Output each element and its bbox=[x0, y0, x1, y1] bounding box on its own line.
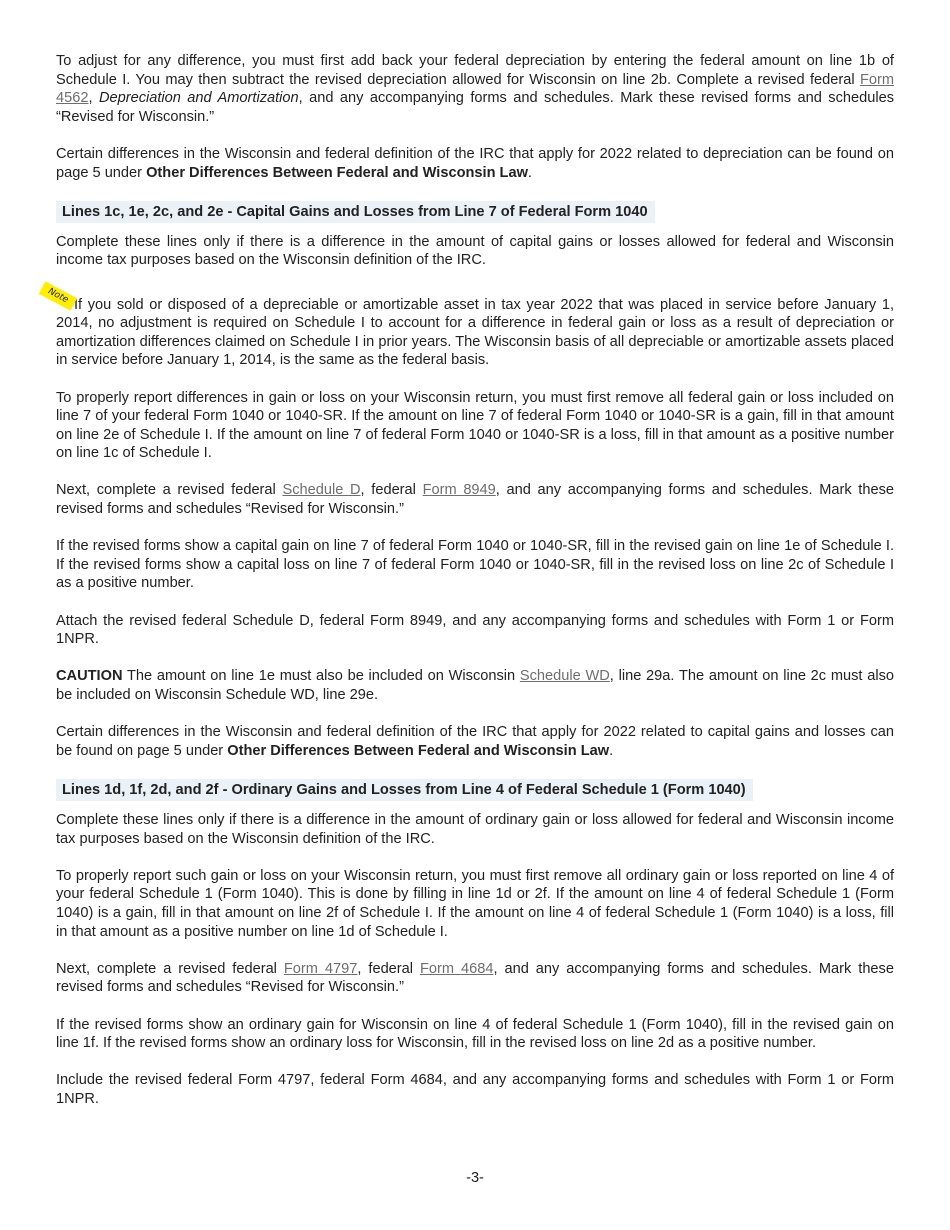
page-content bbox=[46, 52, 894, 1127]
section-heading-capital-gains: Lines 1c, 1e, 2c, and 2e - Capital Gains and Losses from Line 7 of Federal Form 1040 bbox=[56, 201, 655, 223]
schedule-wd-link[interactable]: Schedule WD bbox=[519, 668, 610, 685]
paragraph-capital-differences: Certain differences in the Wisconsin and federal definition of the IRC that apply for 2022 related to capital gains and losses can be found on page 5 under Other Differences Between Federal and Wisconsin Law. bbox=[56, 724, 894, 759]
paragraph-capital-complete: Complete these lines only if there is a difference in the amount of capital gains or losses allowed for federal and Wisconsin income tax purposes based on the Wisconsin definition of the IRC. bbox=[56, 233, 894, 269]
paragraph-depreciation-differences: Certain differences in the Wisconsin and federal definition of the IRC that apply for 2022 related to depreciation can be found on page 5 under Other Differences Between Federal and Wisconsin Law. bbox=[56, 145, 894, 181]
paragraph-revised-form-4797: Next, complete a revised federal Form 4797, federal Form 4684, and any accompanying forms and schedules. Mark these revised forms and schedules “Revised for Wisconsin.” bbox=[56, 960, 894, 996]
paragraph-depreciation-adjust: To adjust for any difference, you must first add back your federal depreciation by entering the federal amount on line 1b of Schedule I. You may then subtract the revised depreciation allowed for Wisconsin on line 2b. Complete a revised federal Form 4562, Depreciation and Amortization, and any accompanying forms and schedules. Mark these revised forms and schedules “Revised for Wisconsin.” bbox=[56, 53, 894, 125]
paragraph-note: Note If you sold or disposed of a depreciable or amortizable asset in tax year 2022 that was placed in service before January 1, 2014, no adjustment is required on Schedule I to account for a difference in federal gain or loss as a result of depreciation or amortization differences claimed on Schedule I in prior years. The Wisconsin basis of all depreciable or amortizable assets placed in service before January 1, 2014, is the same as the federal basis. bbox=[56, 289, 894, 370]
schedule-d-link[interactable]: Schedule D bbox=[282, 482, 361, 499]
paragraph-ordinary-report: To properly report such gain or loss on your Wisconsin return, you must first remove all ordinary gain or loss reported on line 4 of your federal Schedule 1 (Form 1040). This is done by filling in line 1d or 2f. If the amount on line 4 of federal Schedule 1 (Form 1040) is a gain, fill in that amount on line 2f of Schedule I. If the amount on line 4 of federal Schedule 1 (Form 1040) is a loss, fill in that amount as a positive number on line 1d of Schedule I. bbox=[56, 867, 894, 940]
section-heading-ordinary-gains: Lines 1d, 1f, 2d, and 2f - Ordinary Gains and Losses from Line 4 of Federal Schedule 1 (Form 1040) bbox=[56, 779, 753, 801]
note-icon: Note bbox=[40, 289, 70, 303]
paragraph-caution: CAUTION The amount on line 1e must also be included on Wisconsin Schedule WD, line 29a. The amount on line 2c must also be included on Wisconsin Schedule WD, line 29e. bbox=[56, 668, 894, 703]
paragraph-revised-schedule-d: Next, complete a revised federal Schedule D, federal Form 8949, and any accompanying forms and schedules. Mark these revised forms and schedules “Revised for Wisconsin.” bbox=[56, 482, 894, 518]
paragraph-ordinary-complete: Complete these lines only if there is a difference in the amount of ordinary gain or loss allowed for federal and Wisconsin income tax purposes based on the Wisconsin definition of the IRC. bbox=[56, 811, 894, 847]
paragraph-include-form-4797: Include the revised federal Form 4797, federal Form 4684, and any accompanying forms and schedules with Form 1 or Form 1NPR. bbox=[56, 1072, 894, 1107]
form-4562-link[interactable]: Form 4562 bbox=[56, 71, 894, 107]
page-number: -3- bbox=[466, 1170, 484, 1186]
form-4684-link[interactable]: Form 4684 bbox=[419, 960, 494, 977]
form-4797-link[interactable]: Form 4797 bbox=[283, 960, 358, 977]
caution-label: CAUTION bbox=[56, 668, 123, 685]
paragraph-ordinary-gain-loss: If the revised forms show an ordinary gain for Wisconsin on line 4 of federal Schedule 1 (Form 1040), fill in the revised gain on line 1f. If the revised forms show an ordinary loss for Wisconsin, fill in the revised loss on line 2d as a positive number. bbox=[56, 1016, 894, 1052]
paragraph-attach-schedule-d: Attach the revised federal Schedule D, federal Form 8949, and any accompanying forms and schedules with Form 1 or Form 1NPR. bbox=[56, 612, 894, 648]
form-8949-link[interactable]: Form 8949 bbox=[422, 482, 496, 499]
paragraph-report-differences: To properly report differences in gain or loss on your Wisconsin return, you must first remove all federal gain or loss included on line 7 of your federal Form 1040 or 1040-SR. If the amount on line 7 of federal Form 1040 or 1040-SR is a gain, fill in that amount on line 2e of Schedule I. If the amount on line 7 of federal Form 1040 or 1040-SR is a loss, fill in that amount as a positive number on line 1c of Schedule I. bbox=[56, 389, 894, 462]
paragraph-capital-gain-loss: If the revised forms show a capital gain on line 7 of federal Form 1040 or 1040-SR, fill in the revised gain on line 1e of Schedule I. If the revised forms show a capital loss on line 7 of federal Form 1040 or 1040-SR, fill in the revised loss on line 2c of Schedule I as a positive number. bbox=[56, 538, 894, 592]
